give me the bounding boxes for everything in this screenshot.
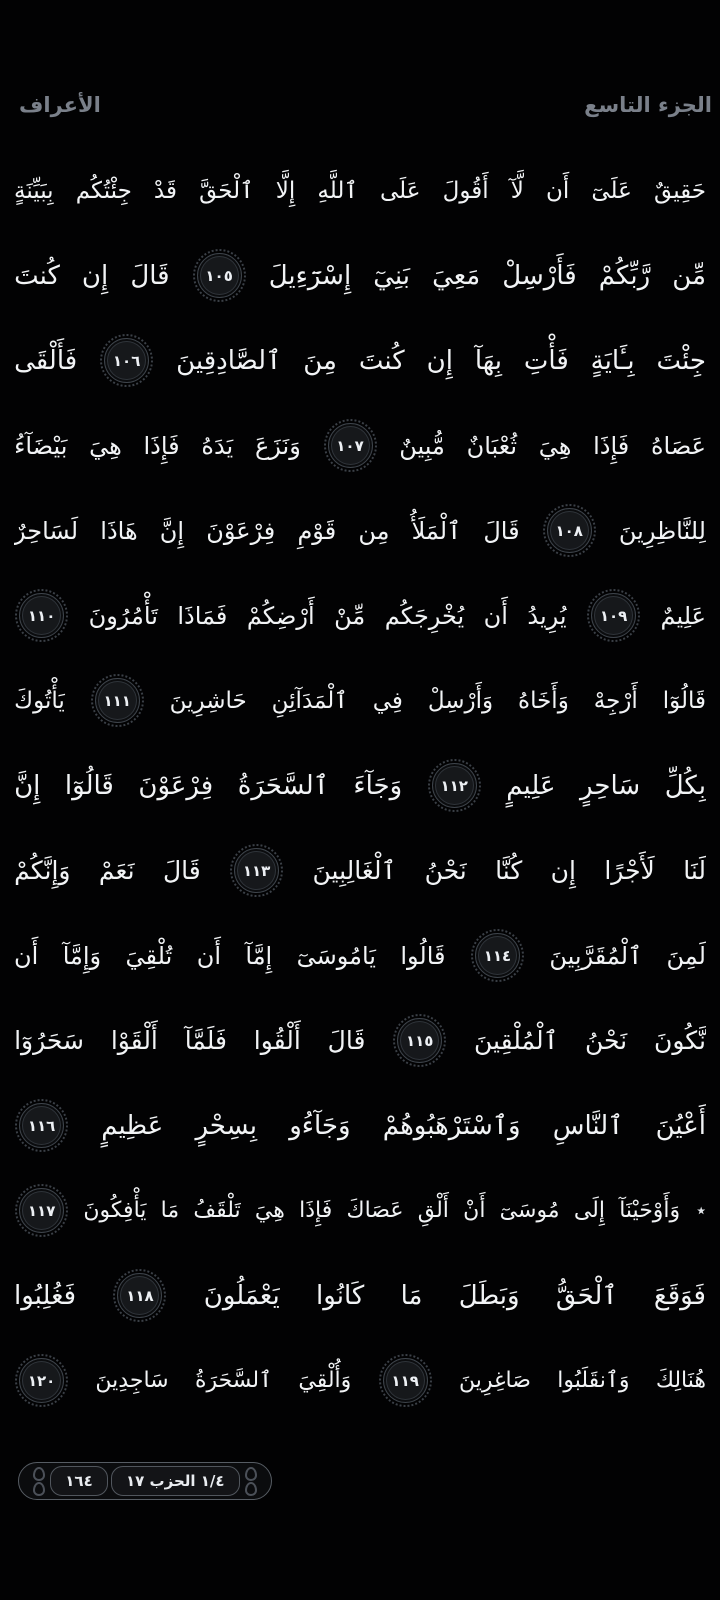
mushaf-line [14,658,706,743]
word: جِئْتُكُم [75,177,132,204]
word: بِهَآ [474,345,502,376]
word: مُوسَىٓ [499,1198,560,1223]
ayah-number-medallion[interactable]: ١١٦ [19,1103,64,1148]
mushaf-line [14,573,706,658]
word: ٱللَّهِ [317,177,358,204]
word: وَإِنَّكُمْ [14,856,71,885]
word: بِـَٔايَةٍ [590,345,635,376]
pill-ornament-right-icon [245,1466,257,1496]
word: إِسْرَٓءِيلَ [268,260,352,291]
surah-label: الأعراف [19,93,101,117]
word: وَنَزَعَ [254,431,301,460]
word: وَبَطَلَ [458,1280,520,1311]
word: لِلنَّاظِرِينَ [618,516,706,545]
word: وَٱنقَلَبُوا [557,1368,630,1393]
word: مُّبِينٌ [399,431,445,460]
page-header [0,90,720,120]
word: فَإِذَا [143,431,180,460]
word: لَنَا [683,856,706,885]
mushaf-line [14,1253,706,1338]
word: أَرْضِكُمْ [246,601,315,630]
word: ثُعْبَانٌ [466,431,517,460]
ayah-number-medallion[interactable]: ١١٢ [432,763,477,808]
word: يَأْفِكُونَ [83,1198,147,1223]
word: ٱلْحَقُّ [555,1280,618,1311]
word: أَنْ [463,1198,486,1223]
word: ٱلْغَالِبِينَ [312,856,397,885]
word: أَن [483,601,508,630]
word: تُلْقِيَ [125,941,173,970]
word: أَن [14,941,39,970]
word: هِيَ [89,431,122,460]
word: مِّن [672,260,706,291]
juz-label: الجزء التاسع [584,93,712,117]
word: مَعِيَ [432,260,481,291]
word: أَلْقُوا [253,1026,301,1055]
mushaf-line [14,1168,706,1253]
ayah-number-medallion[interactable]: ١١٤ [475,933,520,978]
word: عَصَاهُ [650,431,706,460]
word: إِنَّ [159,516,185,545]
word: مَا [160,1198,180,1223]
word: بِسِحْرٍ [195,1110,258,1141]
mushaf-line [14,1083,706,1168]
word: نَّكُونَ [653,1026,706,1055]
word: نَعَمْ [98,856,135,885]
word: فِي [372,687,403,714]
word: إِلَى [573,1198,605,1223]
word: حَاشِرِينَ [169,687,247,714]
ayah-number-medallion[interactable]: ١٠٩ [591,593,636,638]
word: رَّبِّكُمْ [598,260,651,291]
word: فَمَاذَا [177,601,228,630]
word: بِبَيِّنَةٍ [14,177,54,204]
word: أَلْقِ [417,1198,449,1223]
mushaf-line [14,403,706,488]
ayah-number-medallion[interactable]: ١١٣ [234,848,279,893]
word: عَلَىٓ [591,177,632,204]
word: نَحْنُ [585,1026,628,1055]
word: قَالُوا [400,941,446,970]
word: يَدَهُ [201,431,234,460]
word: يَأْتُوكَ [14,687,65,714]
word: أَعْيُنَ [655,1110,706,1141]
word: فَإِذَا [299,1198,333,1223]
word: فَأَلْقَى [14,345,78,376]
word: ٱلْمُقَرَّبِينَ [549,941,643,970]
word: سَاحِرٍ [580,770,641,801]
mushaf-line [14,488,706,573]
word: أَلْقَوْا [110,1026,158,1055]
word: هِيَ [538,431,572,460]
word: وَأُلْقِيَ [298,1368,352,1393]
word: ٱلصَّادِقِينَ [176,345,282,376]
word: لَأَجْرًا [604,856,655,885]
word: كُنَّا [495,856,523,885]
word: قَوْمِ [297,516,337,545]
ayah-number-medallion[interactable]: ١١٥ [397,1018,442,1063]
word: فَأَرْسِلْ [502,260,577,291]
word: إِن [550,856,576,885]
ayah-number-medallion[interactable]: ١٠٧ [328,423,373,468]
ayah-number-medallion[interactable]: ١١١ [95,678,140,723]
word: ٱلْمَدَآئِنِ [271,687,348,714]
mushaf-line [14,743,706,828]
word: قَالَ [483,516,520,545]
word: سَحَرُوٓا [14,1026,85,1055]
word: فِرْعَوْنَ [138,770,214,801]
word: لَّآ [510,177,524,204]
word: فَأْتِ [523,345,569,376]
word: هُنَالِكَ [655,1368,706,1393]
mushaf-line [14,998,706,1083]
word: ٱلسَّحَرَةُ [237,770,329,801]
word: كُنتَ [14,260,60,291]
ayah-number-medallion[interactable]: ١١٩ [383,1358,428,1403]
word: إِن [81,260,109,291]
ayah-number-medallion[interactable]: ١١٨ [117,1273,162,1318]
word: إِنَّ [14,770,41,801]
word: ٱلْمَلَأُ [411,516,462,545]
word: عَلَى [379,177,421,204]
word: إِن [426,345,453,376]
word: لَمِنَ [666,941,706,970]
word: عَظِيمٍ [101,1110,164,1141]
word: فَلَمَّآ [184,1026,227,1055]
mushaf-line [14,318,706,403]
ayah-number-medallion[interactable]: ١١٠ [19,593,64,638]
word: مِن [358,516,390,545]
word: قَدْ [153,177,177,204]
word: كَانُوا [316,1280,365,1311]
ayah-number-medallion[interactable]: ١٠٦ [104,338,149,383]
page-info-pill [18,1462,272,1500]
word: عَلِيمٍ [506,770,556,801]
mushaf-line [14,148,706,233]
mushaf-page[interactable] [14,148,706,1428]
word: مِّنْ [334,601,366,630]
word: هِيَ [254,1198,285,1223]
word: بَيْضَآءُ [14,431,68,460]
word: قَالَ [130,260,170,291]
word: عَلِيمٌ [660,601,706,630]
page-number-indicator[interactable]: ١٦٤ [50,1466,108,1496]
word: فَغُلِبُوا [14,1280,77,1311]
word: وَجَآءُو [289,1110,351,1141]
mushaf-line [14,828,706,913]
word: تَلْقَفُ [193,1198,241,1223]
word: ٱلْحَقَّ [199,177,254,204]
word: سَاجِدِينَ [95,1368,169,1393]
word: أَن [196,941,221,970]
ayah-number-medallion[interactable]: ١١٧ [19,1188,64,1233]
page-footer [18,1462,272,1500]
word: ٱلنَّاسِ [552,1110,624,1141]
word: يُخْرِجَكُم [384,601,465,630]
word: وَٱسْتَرْهَبُوهُمْ [382,1110,521,1141]
word: ٱلسَّحَرَةُ [194,1368,273,1393]
word: لَسَاحِرٌ [14,516,79,545]
word: عَصَاكَ [346,1198,404,1223]
word: وَأَوْحَيْنَآ [619,1198,681,1223]
word: إِمَّآ [245,941,273,970]
mushaf-line [14,1338,706,1423]
word: فَإِذَا [593,431,630,460]
word: إِلَّا [275,177,296,204]
ayah-number-medallion[interactable]: ١٠٨ [547,508,592,553]
ayah-number-medallion[interactable]: ١٢٠ [19,1358,64,1403]
rub-el-hizb-icon: ٭ [696,1200,706,1221]
word: مِنَ [303,345,337,376]
word: قَالَ [327,1026,366,1055]
word: وَأَخَاهُ [518,687,569,714]
word: وَأَرْسِلْ [427,687,494,714]
word: فَوَقَعَ [653,1280,706,1311]
word: وَإِمَّآ [62,941,102,970]
word: حَقِيقٌ [654,177,706,204]
word: مَا [400,1280,423,1311]
word: هَاذَا [100,516,138,545]
word: جِئْتَ [656,345,706,376]
word: ٱلْمُلْقِينَ [474,1026,559,1055]
hizb-indicator[interactable]: ١/٤ الحزب ١٧ [111,1466,240,1496]
word: أَن [545,177,570,204]
word: فِرْعَوْنَ [206,516,276,545]
word: أَقُولَ [442,177,489,204]
word: صَاغِرِينَ [459,1368,531,1393]
mushaf-line [14,913,706,998]
pill-ornament-left-icon [33,1466,45,1496]
word: يَعْمَلُونَ [203,1280,280,1311]
word: أَرْجِهْ [593,687,638,714]
word: نَحْنُ [424,856,467,885]
word: قَالَ [162,856,201,885]
word: بَنِيٓ [373,260,411,291]
word: قَالُوٓا [662,687,706,714]
mushaf-line [14,233,706,318]
word: كُنتَ [358,345,405,376]
word: وَجَآءَ [353,770,403,801]
word: تَأْمُرُونَ [88,601,158,630]
word: قَالُوٓا [64,770,114,801]
ayah-number-medallion[interactable]: ١٠٥ [197,253,242,298]
word: يَامُوسَىٓ [296,941,376,970]
word: يُرِيدُ [527,601,567,630]
word: بِكُلِّ [664,770,706,801]
